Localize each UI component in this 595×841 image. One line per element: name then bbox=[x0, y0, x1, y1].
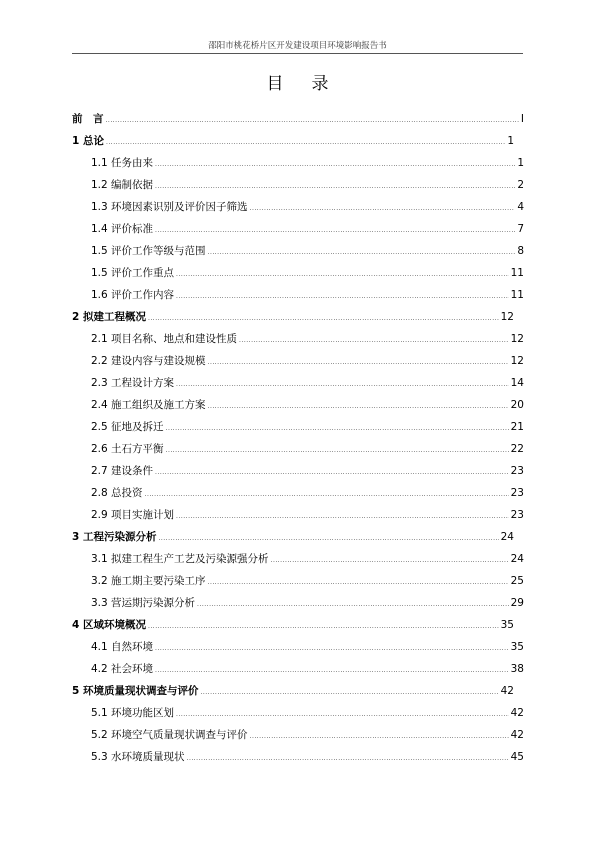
toc-entry[interactable] bbox=[72, 240, 524, 262]
toc-entry[interactable] bbox=[72, 724, 524, 746]
toc-entry[interactable] bbox=[72, 108, 524, 130]
toc-entry[interactable] bbox=[72, 680, 524, 702]
toc-entry-label: 1.2 编制依据 bbox=[91, 179, 154, 191]
toc-entry[interactable] bbox=[72, 218, 524, 240]
dot-leader bbox=[208, 572, 509, 594]
dot-leader bbox=[158, 528, 498, 550]
toc-entry-label: 2.3 工程设计方案 bbox=[91, 377, 175, 389]
dot-leader bbox=[187, 748, 509, 770]
dot-leader bbox=[250, 726, 509, 748]
toc-entry-label: 1.1 任务由来 bbox=[91, 157, 154, 169]
dot-leader bbox=[155, 220, 515, 242]
toc-entry[interactable] bbox=[72, 196, 524, 218]
toc-entry[interactable] bbox=[72, 746, 524, 768]
dot-leader bbox=[148, 616, 499, 638]
dot-leader bbox=[271, 550, 509, 572]
dot-leader bbox=[166, 418, 509, 440]
dot-leader bbox=[208, 352, 509, 374]
toc-entry-label: 2.9 项目实施计划 bbox=[91, 509, 175, 521]
table-of-contents bbox=[72, 108, 524, 768]
toc-entry-label: 3.2 施工期主要污染工序 bbox=[91, 575, 206, 587]
toc-entry-label: 2.8 总投资 bbox=[91, 487, 143, 499]
toc-entry-page-number: 1 bbox=[517, 157, 524, 169]
toc-entry-page-number: 24 bbox=[500, 531, 514, 543]
toc-entry-label: 3.3 营运期污染源分析 bbox=[91, 597, 196, 609]
toc-entry[interactable] bbox=[72, 350, 524, 372]
toc-entry-label: 2.4 施工组织及施工方案 bbox=[91, 399, 206, 411]
dot-leader bbox=[155, 660, 509, 682]
toc-entry-label: 1.5 评价工作重点 bbox=[91, 267, 175, 279]
toc-entry[interactable] bbox=[72, 394, 524, 416]
toc-entry-page-number: 29 bbox=[510, 597, 524, 609]
toc-entry-label: 3 工程污染源分析 bbox=[72, 531, 157, 543]
toc-entry-label: 前 言 bbox=[72, 113, 104, 125]
dot-leader bbox=[176, 264, 509, 286]
toc-entry[interactable] bbox=[72, 504, 524, 526]
toc-entry-page-number: I bbox=[520, 113, 524, 125]
toc-entry-page-number: 21 bbox=[510, 421, 524, 433]
toc-entry-label: 1.3 环境因素识别及评价因子筛选 bbox=[91, 201, 248, 213]
running-header: 邵阳市桃花桥片区开发建设项目环境影响报告书 bbox=[208, 41, 387, 51]
dot-leader bbox=[208, 396, 509, 418]
toc-entry-label: 5.2 环境空气质量现状调查与评价 bbox=[91, 729, 248, 741]
toc-entry-page-number: 20 bbox=[510, 399, 524, 411]
toc-entry-page-number: 24 bbox=[510, 553, 524, 565]
toc-entry[interactable] bbox=[72, 416, 524, 438]
dot-leader bbox=[200, 682, 498, 704]
toc-entry[interactable] bbox=[72, 152, 524, 174]
toc-entry[interactable] bbox=[72, 526, 524, 548]
dot-leader bbox=[155, 176, 515, 198]
dot-leader bbox=[176, 374, 509, 396]
dot-leader bbox=[250, 198, 516, 220]
toc-entry[interactable] bbox=[72, 636, 524, 658]
toc-entry-label: 2 拟建工程概况 bbox=[72, 311, 146, 323]
toc-entry[interactable] bbox=[72, 702, 524, 724]
toc-entry-label: 5 环境质量现状调查与评价 bbox=[72, 685, 199, 697]
toc-entry-page-number: 35 bbox=[510, 641, 524, 653]
toc-entry-label: 1.6 评价工作内容 bbox=[91, 289, 175, 301]
dot-leader bbox=[166, 440, 509, 462]
toc-entry-label: 4.1 自然环境 bbox=[91, 641, 154, 653]
toc-entry[interactable] bbox=[72, 372, 524, 394]
toc-entry-page-number: 12 bbox=[510, 333, 524, 345]
toc-entry-label: 1.4 评价标准 bbox=[91, 223, 154, 235]
toc-entry[interactable] bbox=[72, 548, 524, 570]
dot-leader bbox=[106, 110, 519, 132]
toc-entry[interactable] bbox=[72, 658, 524, 680]
toc-entry[interactable] bbox=[72, 306, 524, 328]
toc-entry[interactable] bbox=[72, 460, 524, 482]
toc-entry-page-number: 25 bbox=[510, 575, 524, 587]
toc-title: 目录 bbox=[266, 74, 357, 94]
toc-entry[interactable] bbox=[72, 174, 524, 196]
toc-entry-page-number: 7 bbox=[517, 223, 524, 235]
toc-entry-page-number: 45 bbox=[510, 751, 524, 763]
toc-entry[interactable] bbox=[72, 284, 524, 306]
toc-entry-page-number: 42 bbox=[510, 707, 524, 719]
toc-entry-label: 1.5 评价工作等级与范围 bbox=[91, 245, 206, 257]
dot-leader bbox=[145, 484, 509, 506]
dot-leader bbox=[176, 704, 509, 726]
toc-entry[interactable] bbox=[72, 438, 524, 460]
toc-entry-page-number: 23 bbox=[510, 465, 524, 477]
toc-entry-page-number: 12 bbox=[510, 355, 524, 367]
toc-entry[interactable] bbox=[72, 482, 524, 504]
header-rule bbox=[72, 53, 523, 54]
toc-entry[interactable] bbox=[72, 614, 524, 636]
toc-entry-label: 2.5 征地及拆迁 bbox=[91, 421, 164, 433]
dot-leader bbox=[176, 506, 509, 528]
toc-entry-page-number: 42 bbox=[500, 685, 514, 697]
toc-entry-label: 3.1 拟建工程生产工艺及污染源强分析 bbox=[91, 553, 269, 565]
dot-leader bbox=[176, 286, 509, 308]
toc-entry-label: 5.1 环境功能区划 bbox=[91, 707, 175, 719]
dot-leader bbox=[239, 330, 509, 352]
dot-leader bbox=[155, 462, 509, 484]
toc-entry-page-number: 42 bbox=[510, 729, 524, 741]
toc-entry-label: 1 总论 bbox=[72, 135, 104, 147]
dot-leader bbox=[208, 242, 516, 264]
dot-leader bbox=[155, 638, 509, 660]
toc-entry-page-number: 23 bbox=[510, 487, 524, 499]
toc-entry-page-number: 2 bbox=[517, 179, 524, 191]
toc-entry-label: 2.6 土石方平衡 bbox=[91, 443, 164, 455]
dot-leader bbox=[155, 154, 515, 176]
toc-entry-label: 2.7 建设条件 bbox=[91, 465, 154, 477]
toc-entry-page-number: 11 bbox=[510, 267, 524, 279]
toc-entry-label: 5.3 水环境质量现状 bbox=[91, 751, 185, 763]
toc-entry-page-number: 1 bbox=[507, 135, 514, 147]
toc-entry-page-number: 22 bbox=[510, 443, 524, 455]
dot-leader bbox=[197, 594, 509, 616]
toc-entry-page-number: 8 bbox=[517, 245, 524, 257]
toc-entry-label: 2.1 项目名称、地点和建设性质 bbox=[91, 333, 238, 345]
toc-entry[interactable] bbox=[72, 592, 524, 614]
toc-entry-page-number: 12 bbox=[500, 311, 514, 323]
toc-entry[interactable] bbox=[72, 262, 524, 284]
toc-entry[interactable] bbox=[72, 570, 524, 592]
toc-entry-page-number: 35 bbox=[500, 619, 514, 631]
toc-entry[interactable] bbox=[72, 130, 524, 152]
toc-entry-page-number: 4 bbox=[517, 201, 524, 213]
toc-entry[interactable] bbox=[72, 328, 524, 350]
toc-entry-label: 4.2 社会环境 bbox=[91, 663, 154, 675]
toc-entry-label: 2.2 建设内容与建设规模 bbox=[91, 355, 206, 367]
toc-entry-page-number: 11 bbox=[510, 289, 524, 301]
toc-entry-page-number: 14 bbox=[510, 377, 524, 389]
toc-entry-page-number: 23 bbox=[510, 509, 524, 521]
dot-leader bbox=[106, 132, 505, 154]
toc-entry-page-number: 38 bbox=[510, 663, 524, 675]
toc-entry-label: 4 区域环境概况 bbox=[72, 619, 146, 631]
dot-leader bbox=[148, 308, 499, 330]
